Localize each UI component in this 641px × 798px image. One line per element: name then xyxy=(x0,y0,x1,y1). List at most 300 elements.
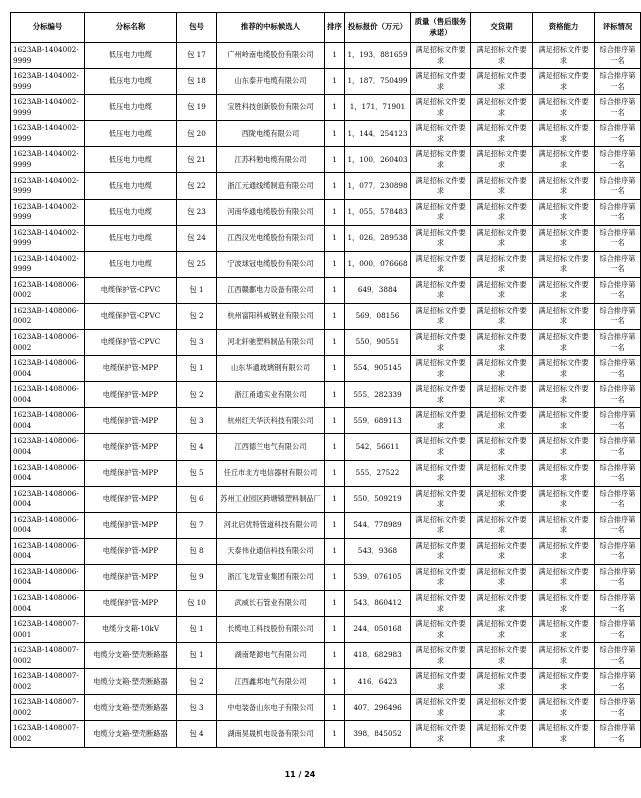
cell-evaluation: 综合排序第一名 xyxy=(595,408,641,434)
cell-candidate: 河北启优特管道科技有限公司 xyxy=(217,512,325,538)
cell-qualification: 满足招标文件要求 xyxy=(533,408,595,434)
cell-qualification: 满足招标文件要求 xyxy=(533,95,595,121)
cell-rank: 1 xyxy=(325,460,345,486)
cell-qualification: 满足招标文件要求 xyxy=(533,721,595,747)
cell-pkg-name: 低压电力电缆 xyxy=(85,69,177,95)
cell-lot: 包 1 xyxy=(177,356,217,382)
cell-pkg-no: 1623AB-1408007-0002 xyxy=(11,695,85,721)
cell-delivery: 满足招标文件要求 xyxy=(471,121,533,147)
cell-evaluation: 综合排序第一名 xyxy=(595,251,641,277)
cell-pkg-name: 电缆保护管-MPP xyxy=(85,590,177,616)
cell-quality: 满足招标文件要求 xyxy=(411,460,471,486)
page-number: 11 / 24 xyxy=(284,770,316,779)
table-row xyxy=(11,564,641,590)
cell-qualification: 满足招标文件要求 xyxy=(533,43,595,69)
table-row xyxy=(11,356,641,382)
cell-price: 1，026．289538 xyxy=(345,225,411,251)
cell-lot: 包 8 xyxy=(177,538,217,564)
cell-qualification: 满足招标文件要求 xyxy=(533,590,595,616)
cell-price: 1，055．578483 xyxy=(345,199,411,225)
table-row xyxy=(11,695,641,721)
cell-evaluation: 综合排序第一名 xyxy=(595,434,641,460)
cell-lot: 包 2 xyxy=(177,669,217,695)
cell-price: 544．778989 xyxy=(345,512,411,538)
table-row xyxy=(11,590,641,616)
col-header-price: 投标报价（万元） xyxy=(345,13,411,43)
cell-candidate: 杭州红天华沃科技有限公司 xyxy=(217,408,325,434)
cell-rank: 1 xyxy=(325,199,345,225)
cell-rank: 1 xyxy=(325,617,345,643)
cell-pkg-no: 1623AB-1408007-0001 xyxy=(11,617,85,643)
cell-rank: 1 xyxy=(325,669,345,695)
cell-pkg-name: 电缆分支箱-塑壳断路器 xyxy=(85,669,177,695)
cell-pkg-no: 1623AB-1408006-0004 xyxy=(11,460,85,486)
cell-rank: 1 xyxy=(325,721,345,747)
table-row xyxy=(11,512,641,538)
col-header-candidate: 推荐的中标候选人 xyxy=(217,13,325,43)
col-header-lot: 包号 xyxy=(177,13,217,43)
table-row xyxy=(11,95,641,121)
cell-qualification: 满足招标文件要求 xyxy=(533,486,595,512)
cell-quality: 满足招标文件要求 xyxy=(411,251,471,277)
cell-delivery: 满足招标文件要求 xyxy=(471,695,533,721)
cell-pkg-name: 电缆保护管-MPP xyxy=(85,538,177,564)
table-row xyxy=(11,538,641,564)
cell-qualification: 满足招标文件要求 xyxy=(533,382,595,408)
cell-rank: 1 xyxy=(325,225,345,251)
cell-rank: 1 xyxy=(325,434,345,460)
cell-lot: 包 23 xyxy=(177,199,217,225)
table-row xyxy=(11,225,641,251)
cell-pkg-no: 1623AB-1408006-0004 xyxy=(11,486,85,512)
cell-lot: 包 3 xyxy=(177,330,217,356)
cell-rank: 1 xyxy=(325,251,345,277)
cell-quality: 满足招标文件要求 xyxy=(411,590,471,616)
cell-lot: 包 3 xyxy=(177,695,217,721)
cell-rank: 1 xyxy=(325,486,345,512)
cell-delivery: 满足招标文件要求 xyxy=(471,382,533,408)
cell-lot: 包 6 xyxy=(177,486,217,512)
table-row xyxy=(11,721,641,747)
cell-quality: 满足招标文件要求 xyxy=(411,721,471,747)
cell-evaluation: 综合排序第一名 xyxy=(595,382,641,408)
cell-price: 418．682983 xyxy=(345,643,411,669)
cell-quality: 满足招标文件要求 xyxy=(411,695,471,721)
cell-pkg-no: 1623AB-1408007-0002 xyxy=(11,643,85,669)
cell-price: 550．90551 xyxy=(345,330,411,356)
cell-candidate: 山东华通玻璃钢有限公司 xyxy=(217,356,325,382)
cell-quality: 满足招标文件要求 xyxy=(411,538,471,564)
cell-price: 550．509219 xyxy=(345,486,411,512)
cell-evaluation: 综合排序第一名 xyxy=(595,69,641,95)
cell-pkg-no: 1623AB-1408006-0004 xyxy=(11,564,85,590)
cell-rank: 1 xyxy=(325,408,345,434)
cell-delivery: 满足招标文件要求 xyxy=(471,95,533,121)
cell-price: 569．08156 xyxy=(345,303,411,329)
table-row xyxy=(11,434,641,460)
cell-quality: 满足招标文件要求 xyxy=(411,512,471,538)
cell-quality: 满足招标文件要求 xyxy=(411,225,471,251)
cell-evaluation: 综合排序第一名 xyxy=(595,121,641,147)
cell-qualification: 满足招标文件要求 xyxy=(533,643,595,669)
cell-pkg-name: 电缆保护管-MPP xyxy=(85,408,177,434)
cell-pkg-no: 1623AB-1408007-0002 xyxy=(11,669,85,695)
cell-price: 543．9368 xyxy=(345,538,411,564)
cell-pkg-name: 低压电力电缆 xyxy=(85,43,177,69)
cell-lot: 包 1 xyxy=(177,617,217,643)
cell-quality: 满足招标文件要求 xyxy=(411,173,471,199)
cell-lot: 包 2 xyxy=(177,382,217,408)
col-header-qualification: 资格能力 xyxy=(533,13,595,43)
cell-rank: 1 xyxy=(325,643,345,669)
cell-price: 1，187．750499 xyxy=(345,69,411,95)
cell-pkg-name: 低压电力电缆 xyxy=(85,199,177,225)
cell-pkg-name: 电缆保护管-MPP xyxy=(85,460,177,486)
cell-quality: 满足招标文件要求 xyxy=(411,408,471,434)
cell-pkg-no: 1623AB-1408006-0004 xyxy=(11,382,85,408)
cell-pkg-name: 电缆保护管-MPP xyxy=(85,382,177,408)
cell-qualification: 满足招标文件要求 xyxy=(533,617,595,643)
cell-qualification: 满足招标文件要求 xyxy=(533,669,595,695)
cell-delivery: 满足招标文件要求 xyxy=(471,303,533,329)
cell-delivery: 满足招标文件要求 xyxy=(471,199,533,225)
cell-pkg-no: 1623AB-1408006-0002 xyxy=(11,277,85,303)
cell-pkg-no: 1623AB-1404002-9999 xyxy=(11,251,85,277)
cell-pkg-no: 1623AB-1404002-9999 xyxy=(11,225,85,251)
cell-delivery: 满足招标文件要求 xyxy=(471,330,533,356)
cell-pkg-no: 1623AB-1408006-0004 xyxy=(11,512,85,538)
cell-quality: 满足招标文件要求 xyxy=(411,643,471,669)
cell-price: 559．689113 xyxy=(345,408,411,434)
cell-candidate: 西陇电缆有限公司 xyxy=(217,121,325,147)
cell-price: 1，171．71901 xyxy=(345,95,411,121)
cell-rank: 1 xyxy=(325,382,345,408)
cell-qualification: 满足招标文件要求 xyxy=(533,199,595,225)
cell-delivery: 满足招标文件要求 xyxy=(471,617,533,643)
cell-quality: 满足招标文件要求 xyxy=(411,669,471,695)
cell-pkg-no: 1623AB-1408007-0002 xyxy=(11,721,85,747)
cell-lot: 包 22 xyxy=(177,173,217,199)
cell-delivery: 满足招标文件要求 xyxy=(471,43,533,69)
cell-qualification: 满足招标文件要求 xyxy=(533,512,595,538)
cell-lot: 包 21 xyxy=(177,147,217,173)
cell-lot: 包 19 xyxy=(177,95,217,121)
cell-delivery: 满足招标文件要求 xyxy=(471,147,533,173)
cell-price: 244．050168 xyxy=(345,617,411,643)
cell-lot: 包 4 xyxy=(177,721,217,747)
col-header-evaluation: 评标情况 xyxy=(595,13,641,43)
cell-quality: 满足招标文件要求 xyxy=(411,382,471,408)
cell-qualification: 满足招标文件要求 xyxy=(533,564,595,590)
cell-pkg-no: 1623AB-1408006-0004 xyxy=(11,356,85,382)
cell-pkg-name: 电缆保护管-CPVC xyxy=(85,277,177,303)
cell-quality: 满足招标文件要求 xyxy=(411,277,471,303)
cell-pkg-name: 电缆保护管-MPP xyxy=(85,512,177,538)
cell-pkg-name: 电缆保护管-MPP xyxy=(85,434,177,460)
cell-lot: 包 1 xyxy=(177,277,217,303)
col-header-quality: 质量（售后服务承诺） xyxy=(411,13,471,43)
cell-lot: 包 7 xyxy=(177,512,217,538)
cell-delivery: 满足招标文件要求 xyxy=(471,486,533,512)
cell-evaluation: 综合排序第一名 xyxy=(595,43,641,69)
cell-qualification: 满足招标文件要求 xyxy=(533,225,595,251)
cell-price: 542．56611 xyxy=(345,434,411,460)
cell-quality: 满足招标文件要求 xyxy=(411,199,471,225)
cell-quality: 满足招标文件要求 xyxy=(411,69,471,95)
cell-candidate: 浙江飞龙管业集团有限公司 xyxy=(217,564,325,590)
cell-rank: 1 xyxy=(325,356,345,382)
cell-lot: 包 18 xyxy=(177,69,217,95)
cell-candidate: 天泰伟业通信科技有限公司 xyxy=(217,538,325,564)
cell-candidate: 河北轩驰塑料制品有限公司 xyxy=(217,330,325,356)
cell-rank: 1 xyxy=(325,538,345,564)
cell-rank: 1 xyxy=(325,43,345,69)
cell-quality: 满足招标文件要求 xyxy=(411,43,471,69)
col-header-pkg-name: 分标名称 xyxy=(85,13,177,43)
cell-rank: 1 xyxy=(325,69,345,95)
cell-candidate: 江苏科勉电缆有限公司 xyxy=(217,147,325,173)
cell-delivery: 满足招标文件要求 xyxy=(471,669,533,695)
table-body xyxy=(11,43,641,748)
cell-qualification: 满足招标文件要求 xyxy=(533,695,595,721)
cell-pkg-no: 1623AB-1408006-0004 xyxy=(11,538,85,564)
cell-pkg-name: 低压电力电缆 xyxy=(85,95,177,121)
cell-price: 539．076105 xyxy=(345,564,411,590)
cell-price: 543．860412 xyxy=(345,590,411,616)
table-row xyxy=(11,277,641,303)
cell-quality: 满足招标文件要求 xyxy=(411,486,471,512)
cell-rank: 1 xyxy=(325,121,345,147)
table-row xyxy=(11,43,641,69)
table-row xyxy=(11,330,641,356)
cell-evaluation: 综合排序第一名 xyxy=(595,617,641,643)
cell-pkg-no: 1623AB-1404002-9999 xyxy=(11,147,85,173)
cell-lot: 包 20 xyxy=(177,121,217,147)
cell-candidate: 浙江甬通实业有限公司 xyxy=(217,382,325,408)
cell-qualification: 满足招标文件要求 xyxy=(533,460,595,486)
table-row xyxy=(11,486,641,512)
cell-candidate: 湖南楚源电气有限公司 xyxy=(217,643,325,669)
cell-delivery: 满足招标文件要求 xyxy=(471,460,533,486)
cell-pkg-name: 电缆分支箱-塑壳断路器 xyxy=(85,721,177,747)
cell-candidate: 河南华通电缆股份有限公司 xyxy=(217,199,325,225)
cell-pkg-name: 低压电力电缆 xyxy=(85,121,177,147)
cell-candidate: 浙江元通线缆制造有限公司 xyxy=(217,173,325,199)
cell-delivery: 满足招标文件要求 xyxy=(471,590,533,616)
cell-evaluation: 综合排序第一名 xyxy=(595,512,641,538)
table-row xyxy=(11,121,641,147)
table-row xyxy=(11,303,641,329)
cell-rank: 1 xyxy=(325,695,345,721)
cell-evaluation: 综合排序第一名 xyxy=(595,330,641,356)
cell-delivery: 满足招标文件要求 xyxy=(471,434,533,460)
cell-qualification: 满足招标文件要求 xyxy=(533,303,595,329)
cell-candidate: 宁波球冠电缆股份有限公司 xyxy=(217,251,325,277)
col-header-delivery: 交货期 xyxy=(471,13,533,43)
cell-pkg-name: 低压电力电缆 xyxy=(85,225,177,251)
table-row xyxy=(11,147,641,173)
cell-pkg-name: 电缆分支箱-塑壳断路器 xyxy=(85,695,177,721)
cell-evaluation: 综合排序第一名 xyxy=(595,173,641,199)
cell-pkg-no: 1623AB-1404002-9999 xyxy=(11,69,85,95)
cell-evaluation: 综合排序第一名 xyxy=(595,486,641,512)
cell-delivery: 满足招标文件要求 xyxy=(471,225,533,251)
cell-quality: 满足招标文件要求 xyxy=(411,95,471,121)
cell-qualification: 满足招标文件要求 xyxy=(533,69,595,95)
cell-delivery: 满足招标文件要求 xyxy=(471,356,533,382)
cell-delivery: 满足招标文件要求 xyxy=(471,408,533,434)
cell-candidate: 宝胜科技创新股份有限公司 xyxy=(217,95,325,121)
cell-pkg-name: 电缆保护管-CPVC xyxy=(85,303,177,329)
cell-lot: 包 2 xyxy=(177,303,217,329)
cell-evaluation: 综合排序第一名 xyxy=(595,564,641,590)
cell-candidate: 广州岭南电缆股份有限公司 xyxy=(217,43,325,69)
cell-lot: 包 25 xyxy=(177,251,217,277)
cell-pkg-no: 1623AB-1408006-0002 xyxy=(11,330,85,356)
cell-price: 649．3884 xyxy=(345,277,411,303)
cell-price: 1，077．230898 xyxy=(345,173,411,199)
cell-lot: 包 17 xyxy=(177,43,217,69)
cell-pkg-name: 低压电力电缆 xyxy=(85,147,177,173)
cell-evaluation: 综合排序第一名 xyxy=(595,590,641,616)
table-row xyxy=(11,669,641,695)
cell-pkg-name: 电缆保护管-MPP xyxy=(85,564,177,590)
cell-price: 398．845052 xyxy=(345,721,411,747)
cell-rank: 1 xyxy=(325,95,345,121)
cell-price: 1，000．076668 xyxy=(345,251,411,277)
cell-evaluation: 综合排序第一名 xyxy=(595,95,641,121)
cell-candidate: 杭州富阳科威钢业有限公司 xyxy=(217,303,325,329)
document-page xyxy=(10,12,636,748)
cell-candidate: 苏州工业园区跨塘镇塑料制品厂 xyxy=(217,486,325,512)
cell-pkg-no: 1623AB-1404002-9999 xyxy=(11,199,85,225)
table-row xyxy=(11,617,641,643)
cell-pkg-name: 电缆保护管-MPP xyxy=(85,486,177,512)
table-row xyxy=(11,643,641,669)
cell-pkg-no: 1623AB-1408006-0004 xyxy=(11,434,85,460)
cell-lot: 包 24 xyxy=(177,225,217,251)
cell-rank: 1 xyxy=(325,147,345,173)
cell-candidate: 江西鑫邦电气有限公司 xyxy=(217,669,325,695)
cell-quality: 满足招标文件要求 xyxy=(411,617,471,643)
cell-evaluation: 综合排序第一名 xyxy=(595,721,641,747)
cell-price: 555．282339 xyxy=(345,382,411,408)
table-row xyxy=(11,251,641,277)
cell-evaluation: 综合排序第一名 xyxy=(595,303,641,329)
cell-pkg-no: 1623AB-1404002-9999 xyxy=(11,121,85,147)
cell-price: 1，100．260403 xyxy=(345,147,411,173)
cell-qualification: 满足招标文件要求 xyxy=(533,121,595,147)
cell-delivery: 满足招标文件要求 xyxy=(471,512,533,538)
cell-price: 416．6423 xyxy=(345,669,411,695)
cell-lot: 包 9 xyxy=(177,564,217,590)
cell-pkg-name: 电缆分支箱-塑壳断路器 xyxy=(85,643,177,669)
cell-lot: 包 10 xyxy=(177,590,217,616)
cell-evaluation: 综合排序第一名 xyxy=(595,277,641,303)
cell-pkg-name: 低压电力电缆 xyxy=(85,251,177,277)
cell-lot: 包 4 xyxy=(177,434,217,460)
cell-pkg-no: 1623AB-1408006-0004 xyxy=(11,408,85,434)
cell-lot: 包 1 xyxy=(177,643,217,669)
cell-evaluation: 综合排序第一名 xyxy=(595,695,641,721)
cell-quality: 满足招标文件要求 xyxy=(411,434,471,460)
cell-delivery: 满足招标文件要求 xyxy=(471,564,533,590)
cell-pkg-name: 电缆保护管-CPVC xyxy=(85,330,177,356)
cell-rank: 1 xyxy=(325,590,345,616)
cell-evaluation: 综合排序第一名 xyxy=(595,225,641,251)
cell-pkg-name: 低压电力电缆 xyxy=(85,173,177,199)
cell-evaluation: 综合排序第一名 xyxy=(595,356,641,382)
col-header-rank: 排序 xyxy=(325,13,345,43)
table-row xyxy=(11,382,641,408)
cell-price: 407．296496 xyxy=(345,695,411,721)
cell-price: 554．905145 xyxy=(345,356,411,382)
cell-candidate: 江西赣鄱电力设备有限公司 xyxy=(217,277,325,303)
cell-qualification: 满足招标文件要求 xyxy=(533,251,595,277)
bid-result-table xyxy=(10,12,641,748)
cell-evaluation: 综合排序第一名 xyxy=(595,460,641,486)
cell-candidate: 江西德兰电气有限公司 xyxy=(217,434,325,460)
cell-candidate: 山东泰开电缆有限公司 xyxy=(217,69,325,95)
table-row xyxy=(11,199,641,225)
cell-evaluation: 综合排序第一名 xyxy=(595,538,641,564)
cell-qualification: 满足招标文件要求 xyxy=(533,173,595,199)
table-header-row xyxy=(11,13,641,43)
cell-rank: 1 xyxy=(325,564,345,590)
cell-pkg-no: 1623AB-1408006-0004 xyxy=(11,590,85,616)
cell-lot: 包 5 xyxy=(177,460,217,486)
cell-rank: 1 xyxy=(325,173,345,199)
cell-pkg-no: 1623AB-1404002-9999 xyxy=(11,173,85,199)
cell-candidate: 湖南昊晟机电设备有限公司 xyxy=(217,721,325,747)
cell-candidate: 江西汉光电缆股份有限公司 xyxy=(217,225,325,251)
table-row xyxy=(11,460,641,486)
cell-price: 555．27522 xyxy=(345,460,411,486)
col-header-pkg-no: 分标编号 xyxy=(11,13,85,43)
cell-quality: 满足招标文件要求 xyxy=(411,303,471,329)
cell-evaluation: 综合排序第一名 xyxy=(595,199,641,225)
cell-candidate: 武威长石管业有限公司 xyxy=(217,590,325,616)
cell-delivery: 满足招标文件要求 xyxy=(471,173,533,199)
cell-quality: 满足招标文件要求 xyxy=(411,121,471,147)
cell-pkg-no: 1623AB-1408006-0002 xyxy=(11,303,85,329)
cell-quality: 满足招标文件要求 xyxy=(411,356,471,382)
cell-price: 1，144．254123 xyxy=(345,121,411,147)
cell-evaluation: 综合排序第一名 xyxy=(595,643,641,669)
cell-delivery: 满足招标文件要求 xyxy=(471,643,533,669)
cell-quality: 满足招标文件要求 xyxy=(411,564,471,590)
cell-candidate: 任丘市北方电信器材有限公司 xyxy=(217,460,325,486)
table-row xyxy=(11,69,641,95)
cell-evaluation: 综合排序第一名 xyxy=(595,669,641,695)
cell-qualification: 满足招标文件要求 xyxy=(533,356,595,382)
cell-rank: 1 xyxy=(325,303,345,329)
table-row xyxy=(11,173,641,199)
cell-pkg-name: 电缆分支箱-10kV xyxy=(85,617,177,643)
cell-pkg-no: 1623AB-1404002-9999 xyxy=(11,95,85,121)
cell-delivery: 满足招标文件要求 xyxy=(471,251,533,277)
cell-lot: 包 3 xyxy=(177,408,217,434)
cell-delivery: 满足招标文件要求 xyxy=(471,721,533,747)
cell-rank: 1 xyxy=(325,277,345,303)
cell-qualification: 满足招标文件要求 xyxy=(533,277,595,303)
cell-pkg-no: 1623AB-1404002-9999 xyxy=(11,43,85,69)
cell-rank: 1 xyxy=(325,512,345,538)
cell-price: 1，193．881659 xyxy=(345,43,411,69)
cell-evaluation: 综合排序第一名 xyxy=(595,147,641,173)
cell-qualification: 满足招标文件要求 xyxy=(533,147,595,173)
cell-delivery: 满足招标文件要求 xyxy=(471,69,533,95)
